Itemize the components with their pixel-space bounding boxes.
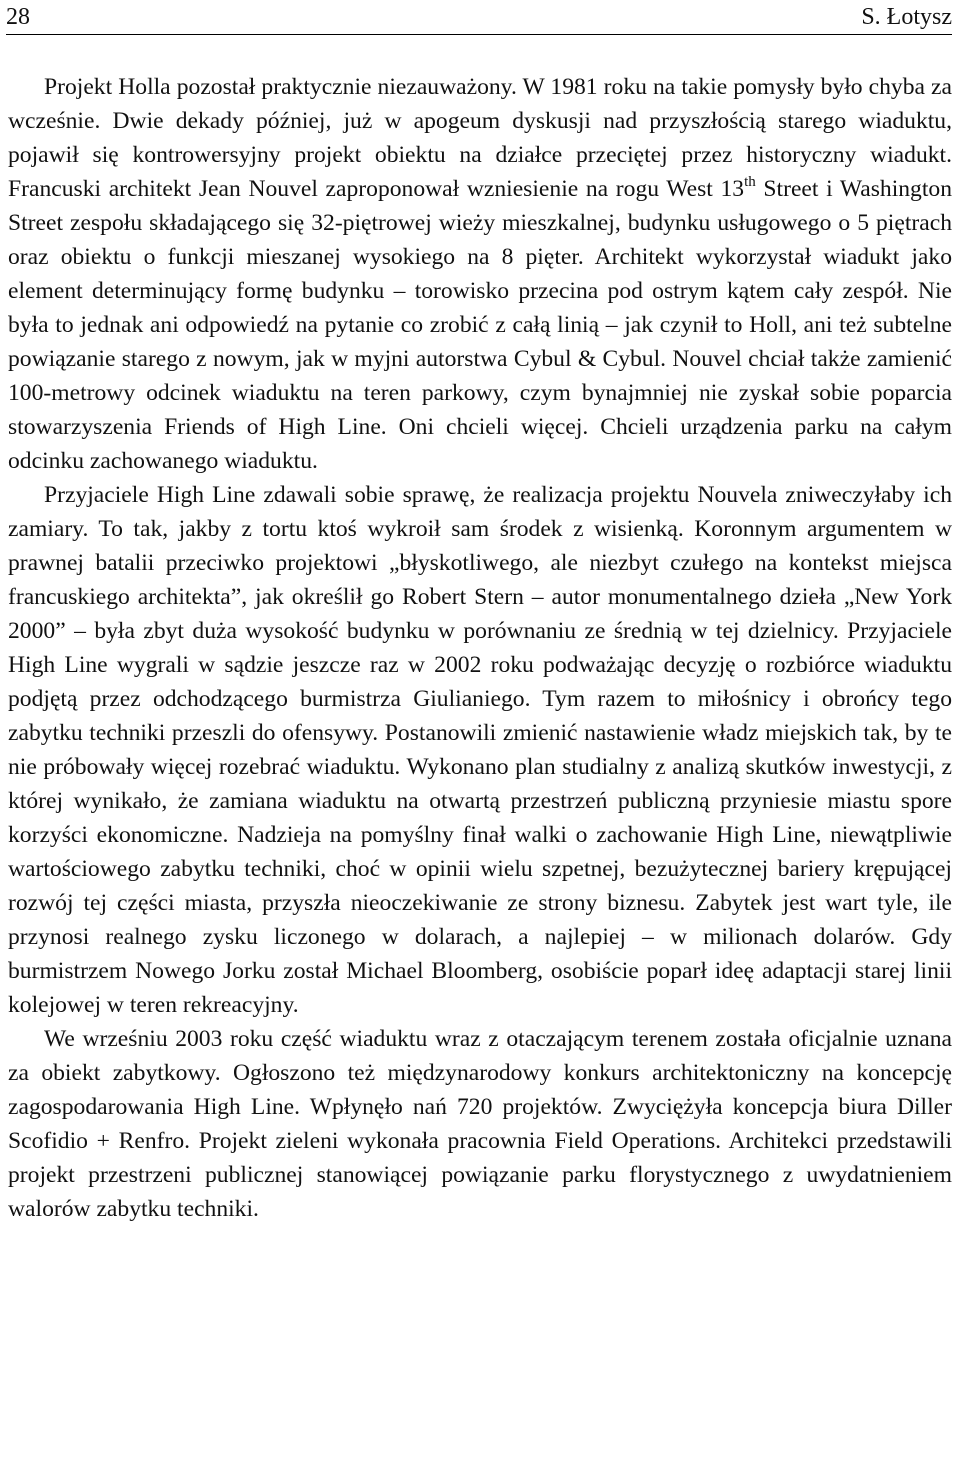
paragraph-3: We wrześniu 2003 roku część wiaduktu wraz z otaczającym terenem została oficjalnie uznana za obiekt zabytkowy. Ogłoszono też międzynarodowy konkurs architektoniczny na koncepcję zagospodarowania High Line. Wpłynęło nań 720 projektów. Zwyciężyła koncepcja biura Diller Scofidio + Renfro. Projekt zieleni wykonała pracownia Field Operations. Architekci przedstawili projekt przestrzeni publicznej stanowiącej powiązanie parku florystycznego z uwydatnieniem walorów zabytku techniki.: [8, 1026, 952, 1222]
paragraph-1-text-end: Street i Washington Street zespołu składającego się 32-piętrowej wieży mieszkalnej, budynku usługowego o 5 piętrach oraz obiektu o funkcji mieszanej wysokiego na 8 pięter. Architekt wykorzystał wiadukt jako element determinujący formę budynku – torowisko przecina pod ostrym kątem cały zespół. Nie była to jednak ani odpowiedź na pytanie co zrobić z całą linią – jak czynił to Holl, ani też subtelne powiązanie starego z nowym, jak w myjni autorstwa Cybul & Cybul. Nouvel chciał także zamienić 100-metrowy odcinek wiaduktu na teren parkowy, czym bynajmniej nie zyskał sobie poparcia stowarzyszenia Friends of High Line. Oni chcieli więcej. Chcieli urządzenia parku na całym odcinku zachowanego wiaduktu.: [8, 176, 952, 474]
page-number: 28: [6, 4, 30, 30]
page-header: [6, 0, 952, 35]
paragraph-1: [8, 70, 952, 478]
paragraph-2: Przyjaciele High Line zdawali sobie sprawę, że realizacja projektu Nouvela zniweczyłaby ich zamiary. To tak, jakby z tortu ktoś wykroił sam środek z wisienką. Koronnym argumentem w prawnej batalii przeciwko projektowi „błyskotliwego, ale niezbyt czułego na kontekst miejsca francuskiego architekta”, jak określił go Robert Stern – autor monumentalnego dzieła „New York 2000” – była zbyt duża wysokość budynku w porównaniu ze średnią w tej dzielnicy. Przyjaciele High Line wygrali w sądzie jeszcze raz w 2002 roku podważając decyzję o rozbiórce wiaduktu podjętą przez odchodzącego burmistrza Giulianiego. Tym razem to miłośnicy i obrońcy tego zabytku techniki przeszli do ofensywy. Postanowili zmienić nastawienie władz miejskich tak, by te nie próbowały więcej rozebrać wiaduktu. Wykonano plan studialny z analizą skutków inwestycji, z której wynikało, że zamiana wiaduktu na otwartą przestrzeń publiczną przyniesie miastu spore korzyści ekonomiczne. Nadzieja na pomyślny finał walki o zachowanie High Line, niewątpliwie wartościowego zabytku techniki, choć w opinii wielu szpetnej, bezużytecznej bariery krępującej rozwój tej części miasta, przyszła nieoczekiwanie ze strony biznesu. Zabytek jest wart tyle, ile przynosi realnego zysku liczonego w dolarach, a najlepiej – w milionach dolarów. Gdy burmistrzem Nowego Jorku został Michael Bloomberg, osobiście poparł ideę adaptacji starej linii kolejowej w teren rekreacyjny.: [8, 482, 952, 1018]
running-head-author: S. Łotysz: [861, 4, 952, 30]
ordinal-superscript: th: [744, 174, 756, 190]
paragraph-1-text-start: Projekt Holla pozostał praktycznie niezauważony. W 1981 roku na takie pomysły było chyba za wcześnie. Dwie dekady później, już w apogeum dyskusji nad przyszłością starego wiaduktu, pojawił się kontrowersyjny projekt obiektu na działce przeciętej przez historyczny wiadukt. Francuski architekt Jean Nouvel zaproponował wzniesienie na rogu West 13: [8, 74, 952, 202]
page-body: [8, 70, 952, 1226]
